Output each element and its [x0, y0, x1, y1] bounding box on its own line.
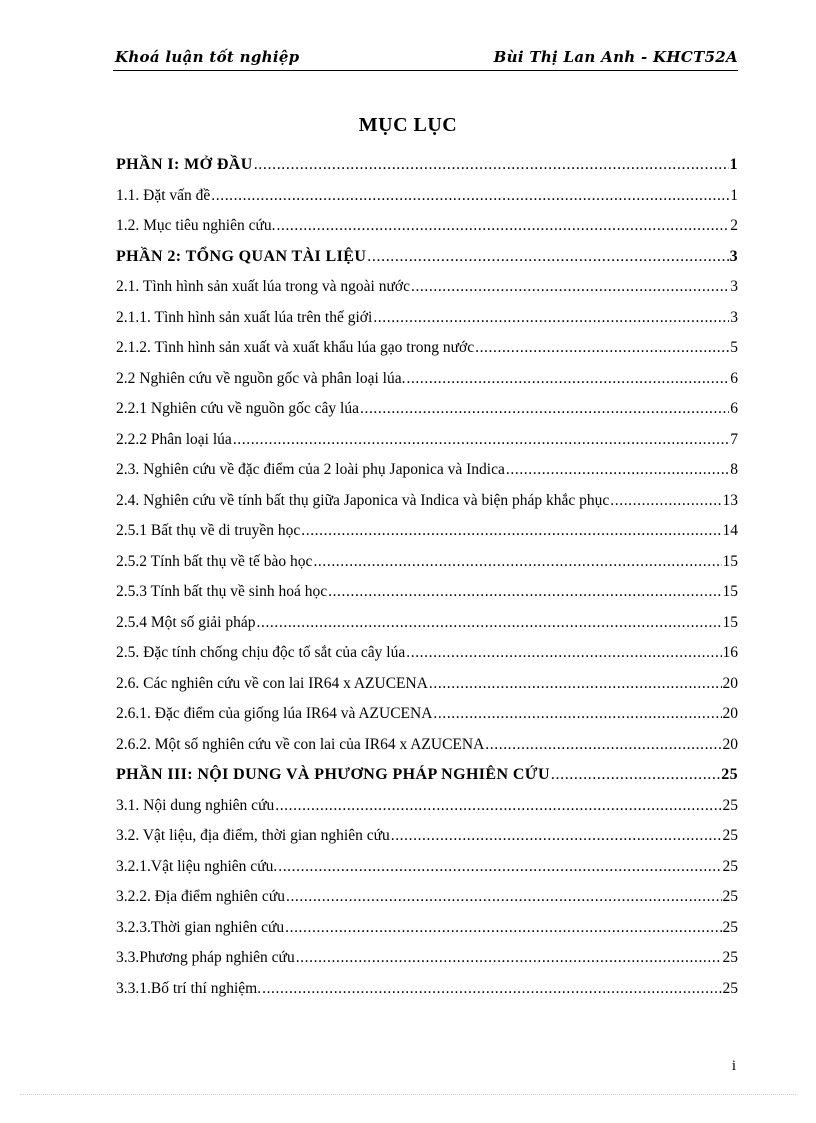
toc-entry-title: 2.6.1. Đặc điểm của giống lúa IR64 và AZUCENA	[116, 705, 433, 722]
toc-entry[interactable]	[116, 333, 738, 364]
toc-entry[interactable]	[116, 791, 738, 822]
toc-entry-title: 2.4. Nghiên cứu về tính bất thụ giữa Japonica và Indica và biện pháp khắc phục	[116, 491, 610, 509]
toc-entry[interactable]	[116, 394, 738, 425]
toc-entry-title: 2.3. Nghiên cứu về đặc điểm của 2 loài phụ Japonica và Indica	[116, 461, 505, 478]
toc-entry-title: 2.6.2. Một số nghiên cứu về con lai của IR64 x AZUCENA	[116, 735, 485, 753]
toc-leader-dots	[277, 211, 730, 242]
toc-entry-title: 2.6. Các nghiên cứu về con lai IR64 x AZUCENA	[116, 674, 428, 692]
toc-entry-page: 20	[722, 735, 738, 753]
toc-entry-page: 25	[722, 857, 738, 875]
toc-entry[interactable]	[116, 547, 738, 578]
toc-entry[interactable]	[116, 974, 738, 1005]
toc-entry-title: 3.1. Nội dung nghiên cứu	[116, 796, 275, 814]
toc-leader-dots	[360, 394, 729, 425]
toc-leader-dots	[285, 913, 721, 944]
toc-entry-page: 16	[722, 644, 738, 661]
toc-entry[interactable]	[116, 913, 738, 944]
toc-entry-page: 14	[722, 522, 738, 539]
header-author-label: Bùi Thị Lan Anh - KHCT52A	[493, 48, 738, 66]
page-header	[113, 44, 738, 71]
toc-leader-dots	[328, 577, 721, 608]
toc-entry-title: 3.2.3.Thời gian nghiên cứu	[116, 918, 285, 936]
toc-entry-page: 13	[722, 491, 738, 509]
toc-entry-page: 15	[722, 613, 738, 631]
footer-divider	[20, 1094, 796, 1095]
toc-leader-dots	[433, 699, 721, 730]
toc-entry-title: 3.3.Phương pháp nghiên cứu	[116, 949, 295, 966]
toc-entry[interactable]	[116, 821, 738, 852]
toc-entry[interactable]	[116, 303, 738, 334]
toc-entry-page: 1	[730, 186, 738, 204]
toc-leader-dots	[475, 333, 729, 364]
toc-entry-page: 6	[730, 400, 738, 417]
toc-entry[interactable]	[116, 181, 738, 212]
toc-entry-page: 25	[722, 949, 738, 966]
toc-leader-dots	[254, 150, 729, 181]
toc-entry-title: PHẦN III: NỘI DUNG VÀ PHƯƠNG PHÁP NGHIÊN CỨU	[116, 766, 550, 783]
toc-leader-dots	[506, 455, 729, 486]
toc-entry-title: 3.2. Vật liệu, địa điểm, thời gian nghiên cứu	[116, 827, 390, 844]
toc-entry-page: 20	[722, 705, 738, 722]
toc-leader-dots	[296, 943, 722, 974]
toc-entry[interactable]	[116, 364, 738, 395]
toc-leader-dots	[485, 730, 721, 761]
toc-entry[interactable]	[116, 882, 738, 913]
toc-entry[interactable]	[116, 150, 738, 181]
toc-entry-title: 3.2.1.Vật liệu nghiên cứu.	[116, 857, 278, 875]
toc-entry-title: 2.2.2 Phân loại lúa	[116, 430, 232, 448]
toc-entry-page: 6	[730, 369, 738, 387]
toc-entry-page: 5	[730, 339, 738, 356]
toc-entry-page: 3	[729, 247, 738, 265]
toc-entry[interactable]	[116, 425, 738, 456]
toc-leader-dots	[211, 181, 729, 212]
toc-entry-page: 2	[730, 217, 738, 234]
toc-entry-page: 25	[722, 827, 738, 844]
toc-entry[interactable]	[116, 455, 738, 486]
toc-entry-page: 25	[721, 766, 738, 783]
toc-entry-title: PHẦN I: MỞ ĐẦU	[116, 156, 253, 173]
toc-entry-page: 7	[730, 430, 738, 448]
toc-leader-dots	[551, 760, 720, 791]
toc-entry-title: 2.1. Tình hình sản xuất lúa trong và ngoài nước	[116, 278, 410, 295]
toc-leader-dots	[391, 821, 722, 852]
toc-entry-title: 2.5.2 Tính bất thụ về tế bào học	[116, 552, 313, 570]
toc-entry[interactable]	[116, 760, 738, 791]
toc-entry-page: 15	[722, 583, 738, 600]
toc-leader-dots	[275, 791, 721, 822]
toc-entry-title: PHẦN 2: TỔNG QUAN TÀI LIỆU	[116, 247, 367, 265]
toc-entry-title: 2.5.1 Bất thụ về di truyền học	[116, 522, 301, 539]
toc-leader-dots	[301, 516, 721, 547]
toc-entry-page: 20	[722, 674, 738, 692]
toc-leader-dots	[373, 303, 729, 334]
toc-leader-dots	[278, 852, 721, 883]
toc-leader-dots	[610, 486, 721, 517]
toc-entry-title: 2.1.2. Tình hình sản xuất và xuất khẩu lúa gạo trong nước	[116, 339, 475, 356]
toc-entry[interactable]	[116, 638, 738, 669]
toc-entry-page: 8	[730, 461, 738, 478]
toc-leader-dots	[257, 608, 722, 639]
toc-entry[interactable]	[116, 272, 738, 303]
toc-entry[interactable]	[116, 669, 738, 700]
toc-leader-dots	[429, 669, 722, 700]
toc-leader-dots	[367, 242, 728, 273]
toc-leader-dots	[411, 272, 729, 303]
toc-entry-title: 1.1. Đặt vấn đề	[116, 186, 211, 204]
toc-entry-title: 3.3.1.Bố trí thí nghiệm.	[116, 979, 262, 997]
toc-entry-page: 1	[729, 156, 738, 173]
toc-entry-title: 2.5. Đặc tính chống chịu độc tố sắt của cây lúa	[116, 644, 406, 661]
toc-entry[interactable]	[116, 730, 738, 761]
toc-entry[interactable]	[116, 242, 738, 273]
toc-entry[interactable]	[116, 943, 738, 974]
toc-entry-title: 2.5.4 Một số giải pháp	[116, 613, 256, 631]
toc-entry-title: 3.2.2. Địa điểm nghiên cứu	[116, 888, 285, 905]
toc-entry[interactable]	[116, 699, 738, 730]
page-number: i	[731, 1058, 736, 1074]
toc-entry[interactable]	[116, 852, 738, 883]
toc-leader-dots	[262, 974, 721, 1005]
toc-entry-page: 25	[722, 796, 738, 814]
toc-entry[interactable]	[116, 211, 738, 242]
table-of-contents	[116, 150, 738, 1004]
toc-entry[interactable]	[116, 516, 738, 547]
toc-entry[interactable]	[116, 608, 738, 639]
toc-entry-title: 2.2.1 Nghiên cứu về nguồn gốc cây lúa	[116, 400, 359, 417]
toc-entry[interactable]	[116, 486, 738, 517]
toc-entry-page: 25	[722, 979, 738, 997]
toc-entry-title: 2.5.3 Tính bất thụ về sinh hoá học	[116, 583, 328, 600]
toc-leader-dots	[406, 364, 729, 395]
toc-leader-dots	[233, 425, 729, 456]
header-thesis-label: Khoá luận tốt nghiệp	[115, 48, 300, 66]
toc-entry-page: 3	[730, 278, 738, 295]
toc-entry-page: 3	[730, 308, 738, 326]
toc-entry[interactable]	[116, 577, 738, 608]
toc-entry-title: 2.2 Nghiên cứu về nguồn gốc và phân loại lúa.	[116, 369, 406, 387]
toc-entry-title: 1.2. Mục tiêu nghiên cứu.	[116, 217, 276, 234]
toc-entry-page: 25	[722, 918, 738, 936]
page-title: MỤC LỤC	[358, 114, 458, 136]
toc-leader-dots	[313, 547, 721, 578]
toc-entry-page: 25	[722, 888, 738, 905]
toc-entry-page: 15	[722, 552, 738, 570]
toc-leader-dots	[406, 638, 721, 669]
toc-leader-dots	[286, 882, 722, 913]
toc-entry-title: 2.1.1. Tình hình sản xuất lúa trên thế giới	[116, 308, 373, 326]
